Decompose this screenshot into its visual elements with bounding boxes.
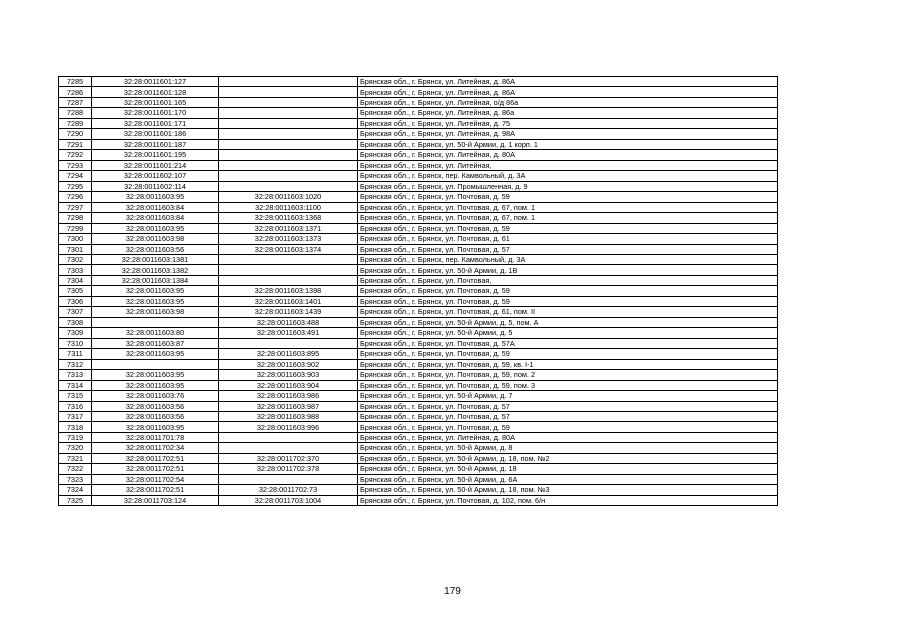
cell-premises-cadastral-number bbox=[219, 265, 358, 275]
cell-address: Брянская обл., г. Брянск, ул. 50-й Армии, д. 8 bbox=[358, 443, 778, 453]
cell-row-number: 7324 bbox=[59, 485, 92, 495]
cell-cadastral-number: 32:28:0011601:170 bbox=[92, 108, 219, 118]
cell-row-number: 7286 bbox=[59, 87, 92, 97]
table-row bbox=[59, 223, 778, 233]
cell-row-number: 7297 bbox=[59, 202, 92, 212]
cell-cadastral-number: 32:28:0011601:128 bbox=[92, 87, 219, 97]
cell-address: Брянская обл., г. Брянск, ул. 50-й Армии, д. 5, пом. А bbox=[358, 317, 778, 327]
cell-premises-cadastral-number: 32:28:0011603:1398 bbox=[219, 286, 358, 296]
table-row bbox=[59, 160, 778, 170]
cell-row-number: 7325 bbox=[59, 495, 92, 505]
cell-address: Брянская обл., г. Брянск, ул. Почтовая, д. 59 bbox=[358, 223, 778, 233]
cell-premises-cadastral-number: 32:28:0011603:1368 bbox=[219, 213, 358, 223]
cell-cadastral-number: 32:28:0011603:98 bbox=[92, 307, 219, 317]
cell-address: Брянская обл., г. Брянск, ул. Почтовая, д. 61 bbox=[358, 234, 778, 244]
cell-cadastral-number: 32:28:0011702:51 bbox=[92, 453, 219, 463]
cell-address: Брянская обл., г. Брянск, ул. Почтовая, д. 59 bbox=[358, 296, 778, 306]
cell-cadastral-number: 32:28:0011603:1382 bbox=[92, 265, 219, 275]
cell-row-number: 7318 bbox=[59, 422, 92, 432]
cell-row-number: 7323 bbox=[59, 474, 92, 484]
registry-table bbox=[58, 76, 778, 506]
table-row bbox=[59, 380, 778, 390]
cell-premises-cadastral-number bbox=[219, 254, 358, 264]
cell-premises-cadastral-number: 32:28:0011603:1439 bbox=[219, 307, 358, 317]
cell-cadastral-number: 32:28:0011603:98 bbox=[92, 234, 219, 244]
cell-row-number: 7319 bbox=[59, 432, 92, 442]
cell-row-number: 7322 bbox=[59, 464, 92, 474]
cell-cadastral-number: 32:28:0011601:127 bbox=[92, 77, 219, 87]
cell-address: Брянская обл., г. Брянск, ул. Промышленная, д. 9 bbox=[358, 181, 778, 191]
cell-address: Брянская обл., г. Брянск, ул. Почтовая, д. 59, пом. 2 bbox=[358, 370, 778, 380]
cell-premises-cadastral-number bbox=[219, 443, 358, 453]
cell-cadastral-number: 32:28:0011603:95 bbox=[92, 286, 219, 296]
cell-row-number: 7308 bbox=[59, 317, 92, 327]
table-row bbox=[59, 359, 778, 369]
cell-row-number: 7304 bbox=[59, 275, 92, 285]
page-number: 179 bbox=[444, 586, 461, 597]
cell-cadastral-number: 32:28:0011603:56 bbox=[92, 401, 219, 411]
table-row bbox=[59, 443, 778, 453]
cell-cadastral-number: 32:28:0011603:95 bbox=[92, 349, 219, 359]
cell-cadastral-number: 32:28:0011702:34 bbox=[92, 443, 219, 453]
cell-row-number: 7290 bbox=[59, 129, 92, 139]
cell-address: Брянская обл., г. Брянск, ул. Литейная, bbox=[358, 160, 778, 170]
cell-address: Брянская обл., г. Брянск, ул. Почтовая, д. 57 bbox=[358, 401, 778, 411]
table-row bbox=[59, 286, 778, 296]
table-row bbox=[59, 213, 778, 223]
cell-cadastral-number: 32:28:0011603:1381 bbox=[92, 254, 219, 264]
cell-address: Брянская обл., г. Брянск, ул. 50-й Армии, д. 1 корп. 1 bbox=[358, 139, 778, 149]
cell-row-number: 7292 bbox=[59, 150, 92, 160]
cell-premises-cadastral-number: 32:28:0011603:903 bbox=[219, 370, 358, 380]
cell-address: Брянская обл., г. Брянск, ул. 50-й Армии, д. 18, пом. №3 bbox=[358, 485, 778, 495]
cell-row-number: 7317 bbox=[59, 412, 92, 422]
cell-premises-cadastral-number: 32:28:0011603:904 bbox=[219, 380, 358, 390]
cell-row-number: 7291 bbox=[59, 139, 92, 149]
cell-row-number: 7313 bbox=[59, 370, 92, 380]
cell-address: Брянская обл., г. Брянск, ул. Почтовая, д. 102, пом. 6/н bbox=[358, 495, 778, 505]
cell-row-number: 7315 bbox=[59, 391, 92, 401]
table-row bbox=[59, 77, 778, 87]
cell-premises-cadastral-number: 32:28:0011603:1371 bbox=[219, 223, 358, 233]
cell-cadastral-number: 32:28:0011601:165 bbox=[92, 97, 219, 107]
cell-cadastral-number: 32:28:0011602:114 bbox=[92, 181, 219, 191]
table-row bbox=[59, 338, 778, 348]
cell-premises-cadastral-number: 32:28:0011702:370 bbox=[219, 453, 358, 463]
cell-address: Брянская обл., г. Брянск, ул. Почтовая, д. 59 bbox=[358, 422, 778, 432]
table-row bbox=[59, 349, 778, 359]
cell-row-number: 7311 bbox=[59, 349, 92, 359]
cell-address: Брянская обл., г. Брянск, ул. Почтовая, д. 59 bbox=[358, 349, 778, 359]
cell-premises-cadastral-number bbox=[219, 432, 358, 442]
cell-cadastral-number: 32:28:0011601:186 bbox=[92, 129, 219, 139]
cell-premises-cadastral-number: 32:28:0011603:895 bbox=[219, 349, 358, 359]
cell-row-number: 7310 bbox=[59, 338, 92, 348]
cell-premises-cadastral-number bbox=[219, 160, 358, 170]
cell-address: Брянская обл., г. Брянск, ул. Литейная, д. 80А bbox=[358, 432, 778, 442]
cell-premises-cadastral-number bbox=[219, 118, 358, 128]
cell-row-number: 7316 bbox=[59, 401, 92, 411]
cell-premises-cadastral-number: 32:28:0011603:996 bbox=[219, 422, 358, 432]
cell-address: Брянская обл., г. Брянск, ул. Литейная, д. 98А bbox=[358, 129, 778, 139]
cell-row-number: 7302 bbox=[59, 254, 92, 264]
cell-row-number: 7309 bbox=[59, 328, 92, 338]
cell-address: Брянская обл., г. Брянск, ул. Почтовая, д. 59, пом. 3 bbox=[358, 380, 778, 390]
table-row bbox=[59, 139, 778, 149]
table-row bbox=[59, 474, 778, 484]
cell-row-number: 7285 bbox=[59, 77, 92, 87]
cell-premises-cadastral-number: 32:28:0011703:1004 bbox=[219, 495, 358, 505]
table-row bbox=[59, 254, 778, 264]
table-row bbox=[59, 485, 778, 495]
cell-row-number: 7303 bbox=[59, 265, 92, 275]
cell-cadastral-number: 32:28:0011603:95 bbox=[92, 370, 219, 380]
cell-address: Брянская обл., г. Брянск, ул. 50-й Армии, д. 1В bbox=[358, 265, 778, 275]
table-row bbox=[59, 181, 778, 191]
cell-cadastral-number: 32:28:0011603:56 bbox=[92, 412, 219, 422]
table-row bbox=[59, 171, 778, 181]
cell-address: Брянская обл., г. Брянск, ул. 50-й Армии, д. 6А bbox=[358, 474, 778, 484]
cell-cadastral-number: 32:28:0011603:95 bbox=[92, 380, 219, 390]
cell-premises-cadastral-number bbox=[219, 129, 358, 139]
cell-premises-cadastral-number: 32:28:0011603:1100 bbox=[219, 202, 358, 212]
cell-address: Брянская обл., г. Брянск, ул. Почтовая, д. 67, пом. 1 bbox=[358, 202, 778, 212]
table-row bbox=[59, 307, 778, 317]
cell-row-number: 7294 bbox=[59, 171, 92, 181]
cell-address: Брянская обл., г. Брянск, ул. Почтовая, д. 57 bbox=[358, 412, 778, 422]
cell-premises-cadastral-number: 32:28:0011603:986 bbox=[219, 391, 358, 401]
cell-address: Брянская обл., г. Брянск, ул. Почтовая, д. 67, пом. 1 bbox=[358, 213, 778, 223]
table-row bbox=[59, 412, 778, 422]
cell-premises-cadastral-number bbox=[219, 108, 358, 118]
cell-row-number: 7314 bbox=[59, 380, 92, 390]
cell-row-number: 7312 bbox=[59, 359, 92, 369]
cell-row-number: 7289 bbox=[59, 118, 92, 128]
table-row bbox=[59, 265, 778, 275]
registry-table-body bbox=[59, 77, 778, 506]
cell-address: Брянская обл., г. Брянск, пер. Камвольный, д. 3А bbox=[358, 254, 778, 264]
cell-premises-cadastral-number: 32:28:0011603:491 bbox=[219, 328, 358, 338]
cell-premises-cadastral-number bbox=[219, 150, 358, 160]
cell-address: Брянская обл., г. Брянск, ул. Почтовая, д. 59 bbox=[358, 286, 778, 296]
cell-premises-cadastral-number bbox=[219, 171, 358, 181]
cell-cadastral-number: 32:28:0011702:51 bbox=[92, 485, 219, 495]
table-row bbox=[59, 108, 778, 118]
cell-cadastral-number: 32:28:0011702:54 bbox=[92, 474, 219, 484]
cell-address: Брянская обл., г. Брянск, ул. 50-й Армии, д. 18 bbox=[358, 464, 778, 474]
table-row bbox=[59, 97, 778, 107]
cell-premises-cadastral-number: 32:28:0011603:1374 bbox=[219, 244, 358, 254]
cell-cadastral-number: 32:28:0011603:76 bbox=[92, 391, 219, 401]
cell-row-number: 7320 bbox=[59, 443, 92, 453]
cell-address: Брянская обл., г. Брянск, ул. Литейная, д. 75 bbox=[358, 118, 778, 128]
cell-cadastral-number: 32:28:0011603:95 bbox=[92, 422, 219, 432]
table-row bbox=[59, 244, 778, 254]
cell-premises-cadastral-number bbox=[219, 338, 358, 348]
cell-cadastral-number: 32:28:0011603:87 bbox=[92, 338, 219, 348]
cell-cadastral-number: 32:28:0011603:95 bbox=[92, 296, 219, 306]
cell-row-number: 7298 bbox=[59, 213, 92, 223]
cell-premises-cadastral-number: 32:28:0011702:73 bbox=[219, 485, 358, 495]
table-row bbox=[59, 202, 778, 212]
table-row bbox=[59, 370, 778, 380]
cell-premises-cadastral-number bbox=[219, 474, 358, 484]
table-row bbox=[59, 432, 778, 442]
cell-row-number: 7299 bbox=[59, 223, 92, 233]
cell-premises-cadastral-number: 32:28:0011603:987 bbox=[219, 401, 358, 411]
cell-address: Брянская обл., г. Брянск, ул. 50-й Армии, д. 5 bbox=[358, 328, 778, 338]
cell-cadastral-number bbox=[92, 359, 219, 369]
table-row bbox=[59, 275, 778, 285]
cell-row-number: 7287 bbox=[59, 97, 92, 107]
cell-address: Брянская обл., г. Брянск, ул. Почтовая, bbox=[358, 275, 778, 285]
cell-cadastral-number: 32:28:0011603:84 bbox=[92, 213, 219, 223]
table-row bbox=[59, 391, 778, 401]
cell-cadastral-number: 32:28:0011603:1384 bbox=[92, 275, 219, 285]
cell-address: Брянская обл., г. Брянск, ул. Почтовая, д. 57 bbox=[358, 244, 778, 254]
cell-premises-cadastral-number: 32:28:0011603:1401 bbox=[219, 296, 358, 306]
table-row bbox=[59, 317, 778, 327]
cell-address: Брянская обл., г. Брянск, ул. Почтовая, д. 59, кв. I-1 bbox=[358, 359, 778, 369]
cell-cadastral-number: 32:28:0011702:51 bbox=[92, 464, 219, 474]
cell-address: Брянская обл., г. Брянск, ул. Литейная, д. 86А bbox=[358, 77, 778, 87]
cell-row-number: 7288 bbox=[59, 108, 92, 118]
cell-cadastral-number: 32:28:0011601:214 bbox=[92, 160, 219, 170]
cell-premises-cadastral-number: 32:28:0011603:902 bbox=[219, 359, 358, 369]
cell-address: Брянская обл., г. Брянск, ул. Почтовая, д. 57А bbox=[358, 338, 778, 348]
cell-row-number: 7306 bbox=[59, 296, 92, 306]
cell-cadastral-number: 32:28:0011602:107 bbox=[92, 171, 219, 181]
table-row bbox=[59, 87, 778, 97]
table-row bbox=[59, 401, 778, 411]
cell-premises-cadastral-number bbox=[219, 97, 358, 107]
cell-address: Брянская обл., г. Брянск, ул. Литейная, д. 86А bbox=[358, 87, 778, 97]
cell-cadastral-number: 32:28:0011601:195 bbox=[92, 150, 219, 160]
cell-address: Брянская обл., г. Брянск, ул. Литейная, д. 86а bbox=[358, 108, 778, 118]
cell-premises-cadastral-number: 32:28:0011702:378 bbox=[219, 464, 358, 474]
cell-premises-cadastral-number: 32:28:0011603:1373 bbox=[219, 234, 358, 244]
cell-address: Брянская обл., г. Брянск, ул. Литейная, о/д 86а bbox=[358, 97, 778, 107]
cell-cadastral-number: 32:28:0011601:171 bbox=[92, 118, 219, 128]
cell-cadastral-number: 32:28:0011703:124 bbox=[92, 495, 219, 505]
cell-premises-cadastral-number: 32:28:0011603:1020 bbox=[219, 192, 358, 202]
table-row bbox=[59, 296, 778, 306]
cell-premises-cadastral-number bbox=[219, 181, 358, 191]
table-row bbox=[59, 495, 778, 505]
cell-cadastral-number: 32:28:0011603:95 bbox=[92, 192, 219, 202]
cell-premises-cadastral-number bbox=[219, 87, 358, 97]
cell-cadastral-number bbox=[92, 317, 219, 327]
cell-premises-cadastral-number bbox=[219, 139, 358, 149]
table-row bbox=[59, 464, 778, 474]
cell-premises-cadastral-number: 32:28:0011603:988 bbox=[219, 412, 358, 422]
cell-premises-cadastral-number: 32:28:0011603:488 bbox=[219, 317, 358, 327]
cell-row-number: 7293 bbox=[59, 160, 92, 170]
cell-row-number: 7300 bbox=[59, 234, 92, 244]
cell-cadastral-number: 32:28:0011701:78 bbox=[92, 432, 219, 442]
cell-address: Брянская обл., г. Брянск, пер. Камвольный, д. 3А bbox=[358, 171, 778, 181]
cell-cadastral-number: 32:28:0011603:84 bbox=[92, 202, 219, 212]
cell-row-number: 7305 bbox=[59, 286, 92, 296]
table-row bbox=[59, 118, 778, 128]
cell-cadastral-number: 32:28:0011603:95 bbox=[92, 223, 219, 233]
table-row bbox=[59, 129, 778, 139]
table-row bbox=[59, 422, 778, 432]
cell-address: Брянская обл., г. Брянск, ул. Литейная, д. 80А bbox=[358, 150, 778, 160]
cell-row-number: 7321 bbox=[59, 453, 92, 463]
cell-premises-cadastral-number bbox=[219, 275, 358, 285]
table-row bbox=[59, 192, 778, 202]
cell-address: Брянская обл., г. Брянск, ул. Почтовая, д. 61, пом. II bbox=[358, 307, 778, 317]
table-row bbox=[59, 453, 778, 463]
table-row bbox=[59, 234, 778, 244]
cell-row-number: 7301 bbox=[59, 244, 92, 254]
cell-cadastral-number: 32:28:0011601:187 bbox=[92, 139, 219, 149]
cell-row-number: 7307 bbox=[59, 307, 92, 317]
cell-cadastral-number: 32:28:0011603:80 bbox=[92, 328, 219, 338]
cell-address: Брянская обл., г. Брянск, ул. 50-й Армии, д. 7 bbox=[358, 391, 778, 401]
cell-premises-cadastral-number bbox=[219, 77, 358, 87]
cell-cadastral-number: 32:28:0011603:56 bbox=[92, 244, 219, 254]
cell-row-number: 7295 bbox=[59, 181, 92, 191]
cell-row-number: 7296 bbox=[59, 192, 92, 202]
table-row bbox=[59, 328, 778, 338]
table-row bbox=[59, 150, 778, 160]
cell-address: Брянская обл., г. Брянск, ул. 50-й Армии, д. 18, пом. №2 bbox=[358, 453, 778, 463]
cell-address: Брянская обл., г. Брянск, ул. Почтовая, д. 59 bbox=[358, 192, 778, 202]
